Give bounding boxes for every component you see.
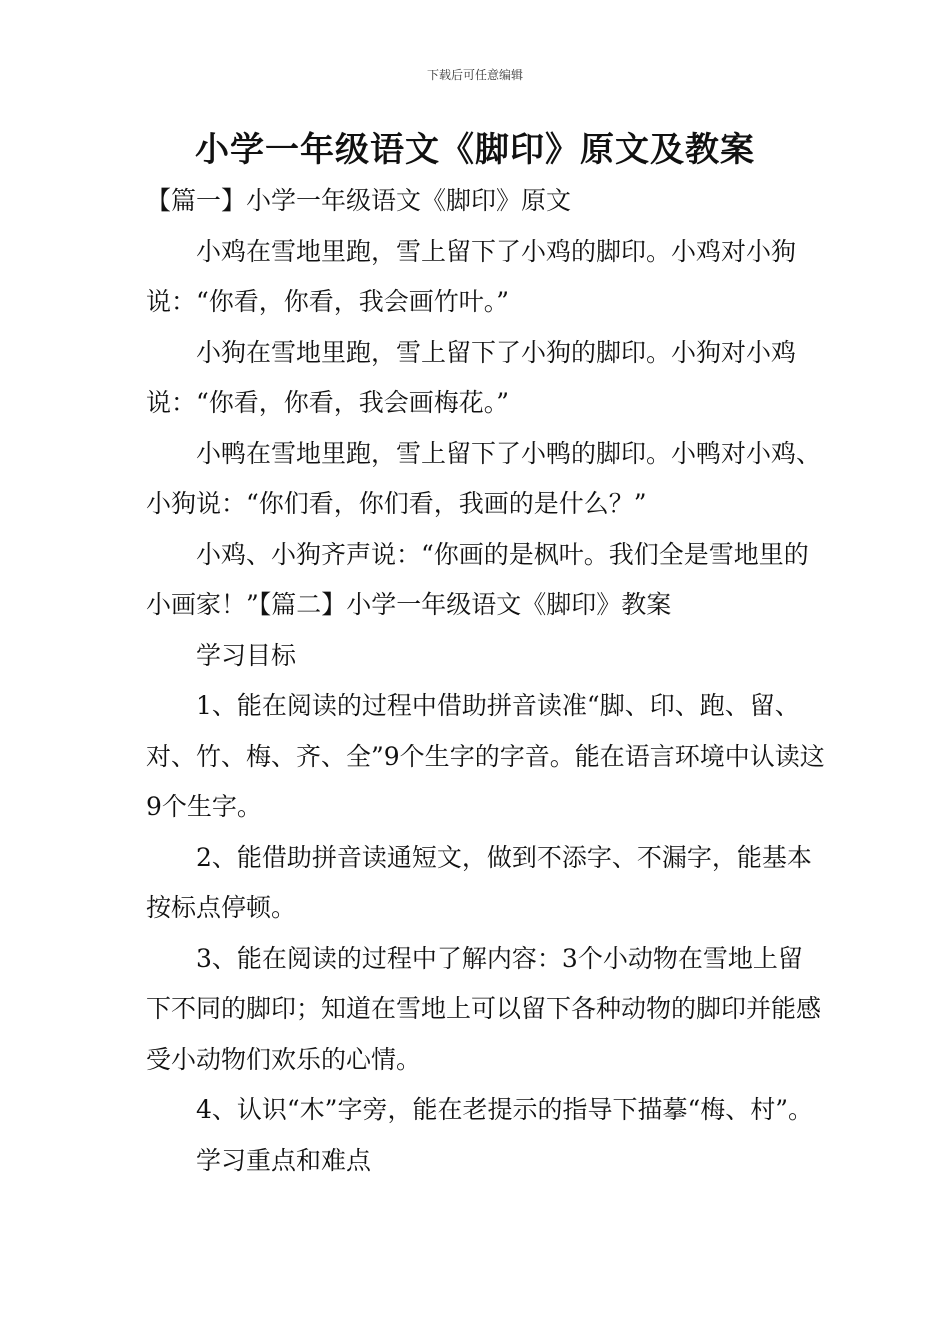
paragraph: 小鸡在雪地里跑，雪上留下了小鸡的脚印。小鸡对小狗说：“你看，你看，我会画竹叶。”	[146, 236, 797, 316]
subheading-learning-goals: 学习目标	[196, 640, 297, 670]
header-note: 下载后可任意编辑	[426, 68, 523, 82]
goal-item: 2、能借助拼音读通短文，做到不添字、不漏字，能基本按标点停顿。	[146, 842, 812, 922]
goal-item: 1、能在阅读的过程中借助拼音读准“脚、印、跑、留、对、竹、梅、齐、全”9个生字的字音。能在语言环境中认读这9个生字。	[146, 691, 825, 821]
document-title: 小学一年级语文《脚印》原文及教案	[195, 130, 755, 170]
paragraph: 小狗在雪地里跑，雪上留下了小狗的脚印。小狗对小鸡说：“你看，你看，我会画梅花。”	[146, 337, 797, 417]
goal-item: 4、认识“木”字旁，能在老提示的指导下描摹“梅、村”。	[196, 1095, 814, 1124]
paragraph: 小鸭在雪地里跑，雪上留下了小鸭的脚印。小鸭对小鸡、小狗说：“你们看，你们看，我画的是什么？”	[146, 438, 822, 518]
paragraph: 小鸡、小狗齐声说：“你画的是枫叶。我们全是雪地里的小画家！”【篇二】小学一年级语文《脚印》教案	[146, 539, 809, 619]
goal-item: 3、能在阅读的过程中了解内容：3个小动物在雪地上留下不同的脚印；知道在雪地上可以留下各种动物的脚印并能感受小动物们欢乐的心情。	[146, 943, 822, 1074]
document-body	[146, 176, 826, 1186]
subheading-key-points: 学习重点和难点	[196, 1145, 372, 1175]
section-heading: 【篇一】小学一年级语文《脚印》原文	[146, 186, 572, 215]
